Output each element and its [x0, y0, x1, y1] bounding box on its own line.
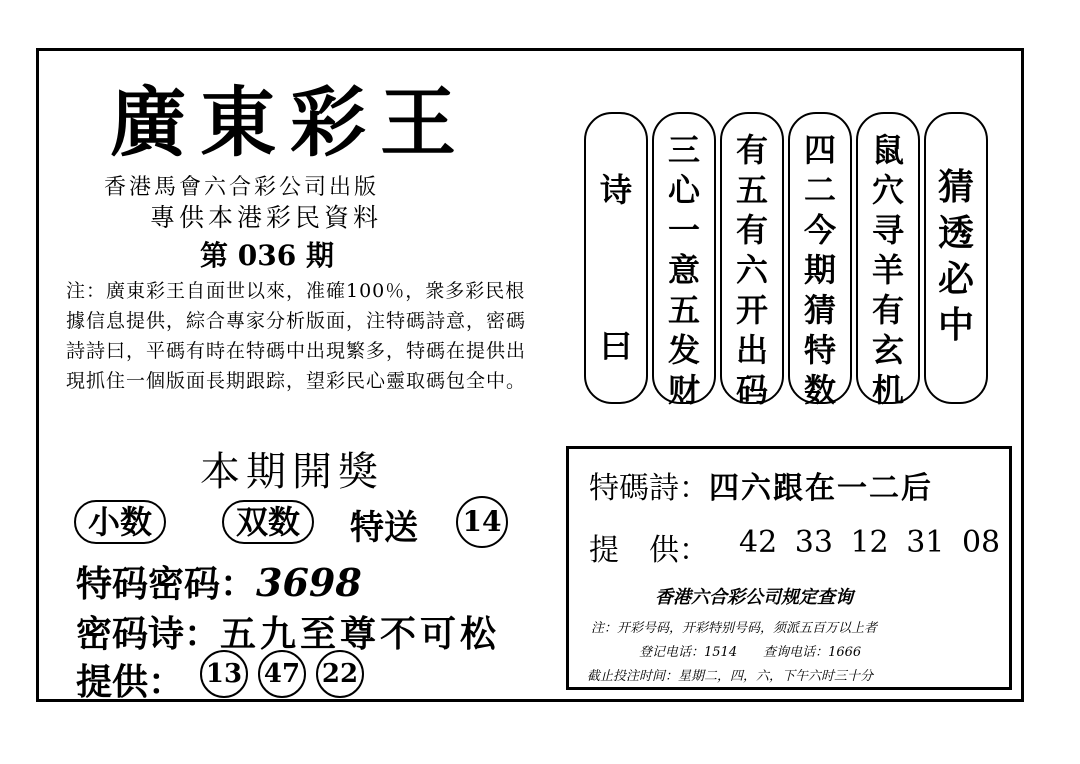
special-send-number: 14: [456, 496, 508, 548]
small-number-tag: 小数: [74, 500, 166, 544]
poem-shi: 诗: [599, 171, 632, 209]
audience-line: 專供本港彩民資料: [150, 203, 383, 232]
even-number-tag: 双数: [222, 500, 314, 544]
inquiry-deadline: 截止投注时间：星期二，四，六，下午六时三十分: [587, 669, 874, 684]
tema-provide-number: 31: [906, 525, 945, 560]
scroll-end: [924, 112, 988, 404]
poem-line: 鼠穴寻羊有玄机: [871, 131, 904, 409]
tema-provide-numbers: [739, 525, 1000, 560]
poem-yue: 曰: [599, 327, 632, 365]
issue-number: 第 036 期: [200, 239, 334, 272]
code-label: 特码密码：: [76, 563, 257, 605]
inquiry-line: 注：开彩号码，开彩特别号码，须派五百万以上者: [591, 621, 878, 636]
draw-heading: 本期開獎: [200, 449, 384, 495]
tema-box: [566, 446, 1012, 690]
masthead-title: 廣東彩王: [110, 78, 470, 167]
provide-number: 22: [316, 650, 364, 698]
poem-line: 有五有六开出码: [735, 131, 768, 409]
tema-provide-number: 42: [739, 525, 778, 560]
code-poem-row: [76, 606, 500, 657]
code-row: [76, 556, 362, 607]
scroll-shi-yue: [584, 112, 648, 404]
poem-line: 四二今期猜特数: [803, 131, 836, 409]
tema-poem-value: 四六跟在一二后: [709, 471, 933, 506]
code-poem-value: 五九至尊不可松: [220, 613, 501, 655]
publisher-line: 香港馬會六合彩公司出版: [104, 175, 380, 200]
tema-poem-label: 特碼詩：: [589, 471, 709, 506]
provide-label: 提供：: [76, 661, 185, 703]
poem-line-scroll: [788, 112, 852, 409]
poem-line-scroll: [652, 112, 716, 409]
tema-poem-row: [589, 463, 933, 507]
tema-provide-number: 08: [961, 525, 1001, 560]
inquiry-title: 香港六合彩公司规定查询: [655, 587, 853, 608]
poem-line-scroll: [856, 112, 920, 409]
intro-note: 注：廣東彩王自面世以來，准確100％，衆多彩民根據信息提供，綜合專家分析版面，注特碼詩意，密碼詩詩曰，平碼有時在特碼中出現繁多，特碼在提供出現抓住一個版面長期跟踪，望彩民心靈取碼包全中。: [66, 280, 527, 392]
provide-number: 13: [200, 650, 248, 698]
poem-end: 猜透必中: [937, 166, 974, 346]
special-send-label: 特送: [350, 508, 418, 548]
code-value: 3698: [256, 560, 362, 605]
inquiry-phones: 登记电话：1514 查询电话：1666: [639, 645, 862, 660]
poem-line: 三心一意五发财: [667, 131, 700, 409]
code-poem-label: 密码诗：: [76, 613, 221, 655]
tema-provide-number: 33: [794, 525, 833, 560]
poem-line-scroll: [720, 112, 784, 409]
tema-provide-number: 12: [850, 525, 889, 560]
provide-number: 47: [258, 650, 306, 698]
tema-provide-label: 提 供：: [589, 533, 709, 568]
